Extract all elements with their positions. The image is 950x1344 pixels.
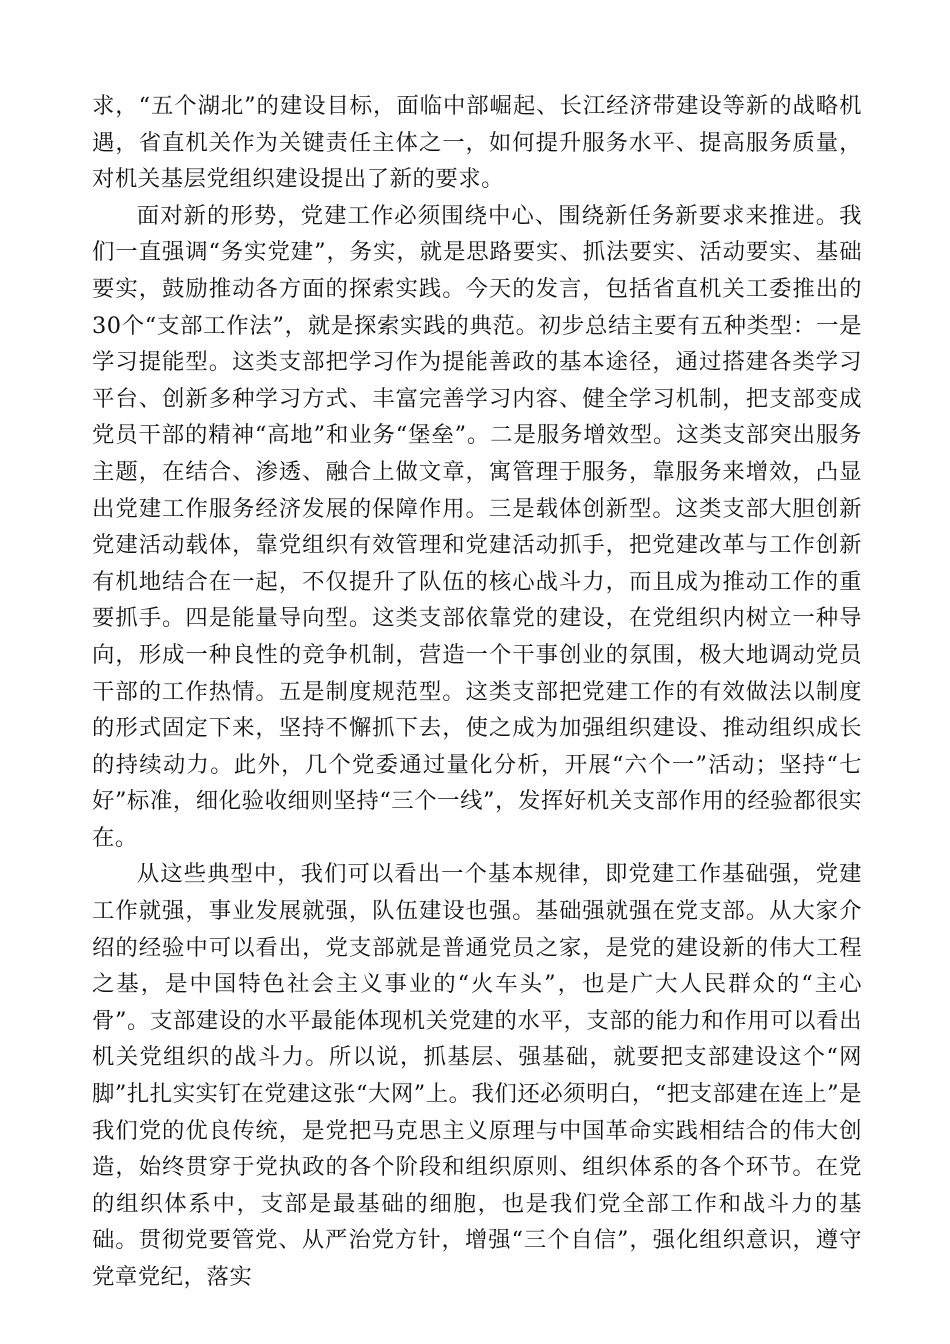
paragraph-basic-rule: 从这些典型中，我们可以看出一个基本规律，即党建工作基础强，党建工作就强，事业发展就强，队伍建设也强。基础强就强在党支部。从大家介绍的经验中可以看出，党支部就是普通党员之家，是党的建设新的伟大工程之基，是中国特色社会主义事业的“火车头”，也是广大人民群众的“主心骨”。支部建设的水平最能体现机关党建的水平，支部的能力和作用可以看出机关党组织的战斗力。所以说，抓基层、强基础，就要把支部建设这个“网脚”扎扎实实钉在党建这张“大网”上。我们还必须明白，“把支部建在连上”是我们党的优良传统，是党把马克思主义原理与中国革命实践相结合的伟大创造，始终贯穿于党执政的各个阶段和组织原则、组织体系的各个环节。在党的组织体系中，支部是最基础的细胞，也是我们党全部工作和战斗力的基础。贯彻党要管党、从严治党方针，增强“三个自信”，强化组织意识，遵守党章党纪，落实 <box>92 861 862 1290</box>
paragraph-branch-types: 面对新的形势，党建工作必须围绕中心、围绕新任务新要求来推进。我们一直强调“务实党建”，务实，就是思路要实、抓法要实、活动要实、基础要实，鼓励推动各方面的探索实践。今天的发言，包括省直机关工委推出的30个“支部工作法”，就是探索实践的典范。初步总结主要有五种类型：一是学习提能型。这类支部把学习作为提能善政的基本途径，通过搭建各类学习平台、创新多种学习方式、丰富完善学习内容、健全学习机制，把支部变成党员干部的精神“高地”和业务“堡垒”。二是服务增效型。这类支部突出服务主题，在结合、渗透、融合上做文章，寓管理于服务，靠服务来增效，凸显出党建工作服务经济发展的保障作用。三是载体创新型。这类支部大胆创新党建活动载体，靠党组织有效管理和党建活动抓手，把党建改革与工作创新有机地结合在一起，不仅提升了队伍的核心战斗力，而且成为推动工作的重要抓手。四是能量导向型。这类支部依靠党的建设，在党组织内树立一种导向，形成一种良性的竞争机制，营造一个干事创业的氛围，极大地调动党员干部的工作热情。五是制度规范型。这类支部把党建工作的有效做法以制度的形式固定下来，坚持不懈抓下去，使之成为加强组织建设、推动组织成长的持续动力。此外，几个党委通过量化分析，开展“六个一”活动；坚持“七好”标准，细化验收细则坚持“三个一线”，发挥好机关支部作用的经验都很实在。 <box>92 202 862 851</box>
paragraph-continuation: 求，“五个湖北”的建设目标，面临中部崛起、长江经济带建设等新的战略机遇，省直机关作为关键责任主体之一，如何提升服务水平、提高服务质量，对机关基层党组织建设提出了新的要求。 <box>92 93 862 193</box>
document-page <box>92 88 862 1296</box>
